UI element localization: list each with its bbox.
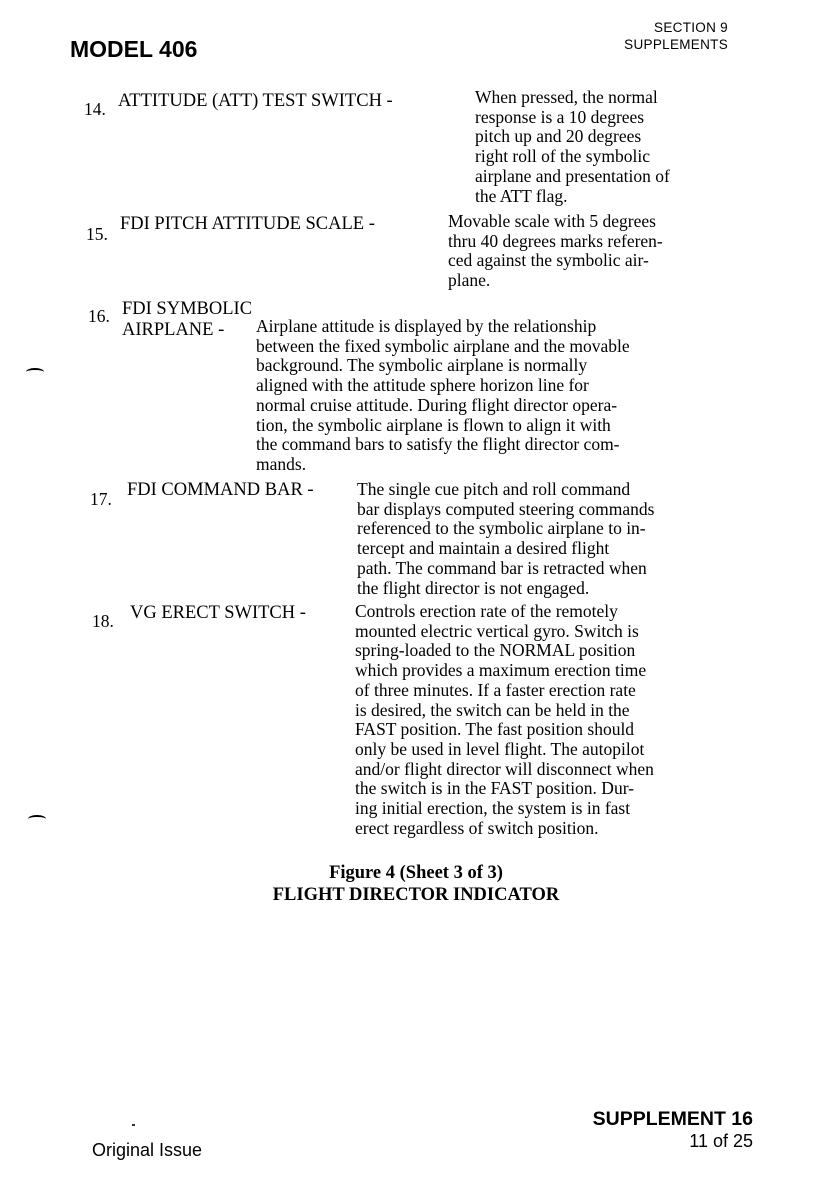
description-line: plane. <box>448 270 491 291</box>
issue-label: Original Issue <box>92 1140 203 1160</box>
description-line: bar displays computed steering commands <box>357 498 655 519</box>
description-line: pitch up and 20 degrees <box>475 126 642 147</box>
change-bar-mark <box>28 815 46 823</box>
description-line: right roll of the symbolic <box>475 146 650 167</box>
description-line: ing initial erection, the system is in fast <box>355 798 631 819</box>
description-line: and/or flight director will disconnect when <box>355 758 654 779</box>
description-line: response is a 10 degrees <box>475 106 645 127</box>
description-line: the ATT flag. <box>475 185 568 206</box>
section-number: SECTION 9 <box>654 20 728 35</box>
description-line: referenced to the symbolic airplane to in- <box>357 518 646 539</box>
description-line: aligned with the attitude sphere horizon line for <box>256 375 589 396</box>
description-line: which provides a maximum erection time <box>355 660 647 681</box>
item-17-term: FDI COMMAND BAR - <box>127 480 314 500</box>
description-line: Movable scale with 5 degrees <box>448 211 656 231</box>
description-line: only be used in level flight. The autopilot <box>355 738 645 759</box>
item-18-description <box>355 602 745 838</box>
description-line: erect regardless of switch position. <box>355 817 599 838</box>
description-line: the switch is in the FAST position. Dur- <box>355 778 635 799</box>
figure-title: FLIGHT DIRECTOR INDICATOR <box>272 885 560 905</box>
model-title: MODEL 406 <box>70 36 198 62</box>
section-name: SUPPLEMENTS <box>624 37 728 52</box>
description-line: Airplane attitude is displayed by the relationship <box>256 316 597 336</box>
description-line: path. The command bar is retracted when <box>357 557 647 578</box>
description-line: mands. <box>256 453 307 474</box>
item-16-term: FDI SYMBOLIC <box>122 299 253 319</box>
item-14-term: ATTITUDE (ATT) TEST SWITCH - <box>118 91 393 111</box>
item-18-term: VG ERECT SWITCH - <box>130 603 306 623</box>
item-15-number: 15. <box>86 224 108 244</box>
description-line: is desired, the switch can be held in the <box>355 699 630 720</box>
description-line: spring-loaded to the NORMAL position <box>355 640 636 661</box>
item-18-number: 18. <box>92 611 114 631</box>
item-14-number: 14. <box>84 99 106 119</box>
section-header <box>624 19 728 53</box>
page-number: 11 of 25 <box>689 1131 753 1151</box>
description-line: normal cruise attitude. During flight director opera- <box>256 394 618 415</box>
description-line: thru 40 degrees marks referen- <box>448 230 663 251</box>
description-line: Controls erection rate of the remotely <box>355 601 618 621</box>
supplement-number: SUPPLEMENT 16 <box>592 1108 753 1130</box>
description-line: the command bars to satisfy the flight director com- <box>256 434 620 455</box>
item-14-description <box>475 88 731 206</box>
figure-sheet: Figure 4 (Sheet 3 of 3) <box>329 863 503 883</box>
scan-artifact-dot <box>132 1124 135 1126</box>
description-line: background. The symbolic airplane is normally <box>256 355 588 376</box>
item-17-description <box>357 480 739 598</box>
description-line: the flight director is not engaged. <box>357 577 590 598</box>
description-line: of three minutes. If a faster erection rate <box>355 679 636 700</box>
description-line: FAST position. The fast position should <box>355 719 635 740</box>
figure-caption <box>0 862 832 906</box>
description-line: between the fixed symbolic airplane and the movable <box>256 335 630 356</box>
description-line: ced against the symbolic air- <box>448 250 649 271</box>
description-line: tercept and maintain a desired flight <box>357 538 610 559</box>
item-16-term-continued: AIRPLANE - <box>122 320 225 340</box>
change-bar-mark <box>26 368 44 376</box>
description-line: mounted electric vertical gyro. Switch is <box>355 620 639 641</box>
item-17-number: 17. <box>90 489 112 509</box>
description-line: tion, the symbolic airplane is flown to align it with <box>256 414 611 435</box>
item-16-number: 16. <box>88 306 110 326</box>
description-line: airplane and presentation of <box>475 165 670 186</box>
item-15-term: FDI PITCH ATTITUDE SCALE - <box>120 214 375 234</box>
item-16-description <box>256 317 736 475</box>
description-line: The single cue pitch and roll command <box>357 479 631 499</box>
description-line: When pressed, the normal <box>475 87 658 107</box>
item-15-description <box>448 212 734 291</box>
